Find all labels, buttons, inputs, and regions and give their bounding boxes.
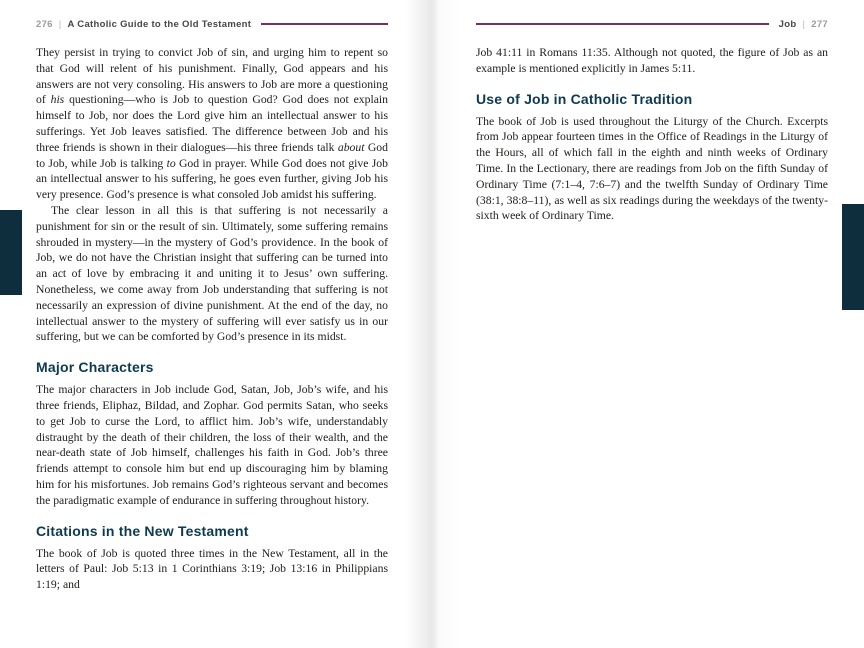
paragraph-romans-citation xyxy=(476,45,828,77)
text-run: questioning—who is Job to question God? God does not explain himself to Job, nor does the Lord give him an intellectual answer to his sufferings. Yet Job leaves satisfied. The difference between Job and his three friends is shown in their dialogues—his three friends talk xyxy=(36,93,388,154)
right-page-number: 277 xyxy=(811,18,828,30)
right-page-content xyxy=(476,18,828,224)
text-run: The book of Job is quoted three times in the New Testament, all in the letters of Paul: Job 5:13 in 1 Corinthians 3:19; Job 13:16 in Philippians 1:19; and xyxy=(36,546,388,592)
left-header-divider: | xyxy=(58,18,62,30)
page-right xyxy=(432,0,864,648)
paragraph-major-characters xyxy=(36,382,388,508)
left-running-title: A Catholic Guide to the Old Testament xyxy=(67,18,252,30)
chapter-edge-tab-left xyxy=(0,210,22,295)
right-page-header xyxy=(476,18,828,30)
text-run: Job 41:11 in Romans 11:35. Although not quoted, the figure of Job as an example is mentioned explicitly in James 5:11. xyxy=(476,46,828,75)
italic-text-run: to xyxy=(166,156,176,170)
right-header-divider: | xyxy=(802,18,806,30)
text-run: God in prayer. While God does not give Job an intellectual answer to his suffering, he goes even further, giving Job his very presence. God’s presence is what consoled Job amidst his suffering. xyxy=(36,156,388,202)
paragraph-convict-job xyxy=(36,45,388,203)
left-page-content xyxy=(36,18,388,593)
heading-citations-new-testament: Citations in the New Testament xyxy=(36,522,249,539)
right-header-rule xyxy=(476,23,769,25)
text-run: The book of Job is used throughout the Liturgy of the Church. Excerpts from Job appear fourteen times in the Office of Readings in the Liturgy of the Hours, all of which fall in the eighth and ninth weeks of Ordinary Time. In the Lectionary, there are readings from Job on the fifth Sunday of Ordinary Time (7:1–4, 7:6–7) and the twelfth Sunday of Ordinary Time (38:1, 38:8–11), as well as six readings during the weekdays of the twenty-sixth week of Ordinary Time. xyxy=(476,114,828,223)
chapter-edge-tab-right xyxy=(842,204,864,310)
text-run: God to Job, while Job is talking xyxy=(36,140,388,170)
text-run: They persist in trying to convict Job of sin, and urging him to repent so that God will relent of his punishment. Finally, God appears and his answers are not very consoling. His answers to Job are more a questioning of xyxy=(36,46,388,107)
left-header-rule xyxy=(261,23,388,25)
paragraph-liturgy-use xyxy=(476,114,828,225)
italic-text-run: about xyxy=(337,140,365,154)
left-page-number: 276 xyxy=(36,18,53,30)
text-run: The clear lesson in all this is that suffering is not necessarily a punishment for sin or the result of sin. Ultimately, some suffering remains shrouded in mystery—in the mystery of God’s providence. In the book of Job, we do not have the Christian insight that suffering can be turned into an act of love by embracing it and uniting it to Jesus’ own suffering. Nonetheless, we come away from Job understanding that suffering is not necessarily an expression of divine punishment. At the end of the day, no intellectual answer to the mystery of suffering will ever satisfy us in our suffering, but we can be comforted by God’s presence in its midst. xyxy=(36,203,388,344)
paragraph-citations xyxy=(36,546,388,593)
text-run: The major characters in Job include God, Satan, Job, Job’s wife, and his three friends, Eliphaz, Bildad, and Zophar. God permits Satan, who seeks to get Job to curse the Lord, to afflict him. Job’s wife, understandably distraught by the death of their children, the loss of their wealth, and the near-death state of Job himself, challenges his faith in God. Job’s three friends attempt to console him but end up discouraging him by blaming him for his misfortunes. Job remains God’s righteous servant and becomes the paradigmatic example of endurance in suffering throughout history. xyxy=(36,383,388,507)
left-page-header xyxy=(36,18,388,30)
right-running-title: Job xyxy=(778,18,797,30)
heading-major-characters: Major Characters xyxy=(36,359,154,376)
paragraph-clear-lesson xyxy=(36,203,388,345)
heading-use-in-catholic-tradition: Use of Job in Catholic Tradition xyxy=(476,90,693,107)
italic-text-run: his xyxy=(50,93,65,107)
